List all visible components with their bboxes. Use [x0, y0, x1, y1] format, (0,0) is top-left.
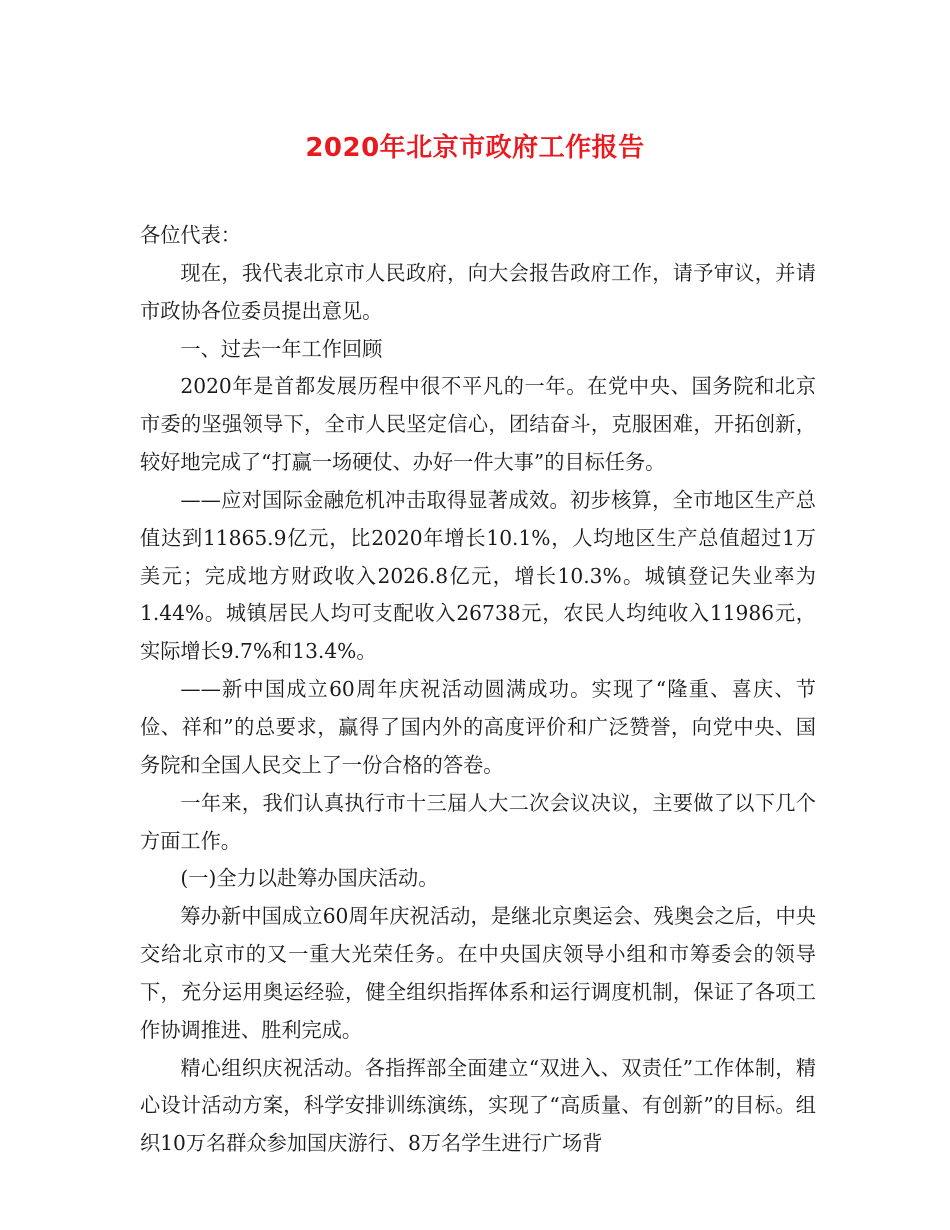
paragraph: ——新中国成立60周年庆祝活动圆满成功。实现了“隆重、喜庆、节俭、祥和”的总要求，赢得了国内外的高度评价和广泛赞誉，向党中央、国务院和全国人民交上了一份合格的答卷。	[140, 677, 816, 777]
paragraph: 2020年是首都发展历程中很不平凡的一年。在党中央、国务院和北京市委的坚强领导下，全市人民坚定信心，团结奋斗，克服困难，开拓创新，较好地完成了“打赢一场硬仗、办好一件大事”的目标任务。	[140, 374, 816, 475]
paragraph: 筹办新中国成立60周年庆祝活动，是继北京奥运会、残奥会之后，中央交给北京市的又一重大光荣任务。在中央国庆领导小组和市筹委会的领导下，充分运用奥运经验，健全组织指挥体系和运行调度机制，保证了各项工作协调推进、胜利完成。	[140, 904, 816, 1042]
subsection-heading: (一)全力以赴筹办国庆活动。	[180, 866, 439, 891]
paragraph: ——应对国际金融危机冲击取得显著成效。初步核算，全市地区生产总值达到11865.9亿元，比2020年增长10.1%，人均地区生产总值超过1万美元；完成地方财政收入2026.8亿元，增长10.3%。城镇登记失业率为1.44%。城镇居民人均可支配收入26738元，农民人均纯收入11986元，实际增长9.7%和13.4%。	[140, 487, 816, 664]
salutation: 各位代表：	[140, 223, 241, 247]
section-heading: 一、过去一年工作回顾	[180, 336, 383, 361]
paragraph: 精心组织庆祝活动。各指挥部全面建立“双进入、双责任”工作体制，精心设计活动方案，科学安排训练演练，实现了“高质量、有创新”的目标。组织10万名群众参加国庆游行、8万名学生进行广场背	[140, 1055, 816, 1156]
paragraph: 一年来，我们认真执行市十三届人大二次会议决议，主要做了以下几个方面工作。	[140, 790, 816, 853]
paragraph-intro: 现在，我代表北京市人民政府，向大会报告政府工作，请予审议，并请市政协各位委员提出意见。	[140, 260, 816, 323]
document-title: 2020年北京市政府工作报告	[305, 133, 645, 163]
document-body	[140, 217, 816, 1163]
